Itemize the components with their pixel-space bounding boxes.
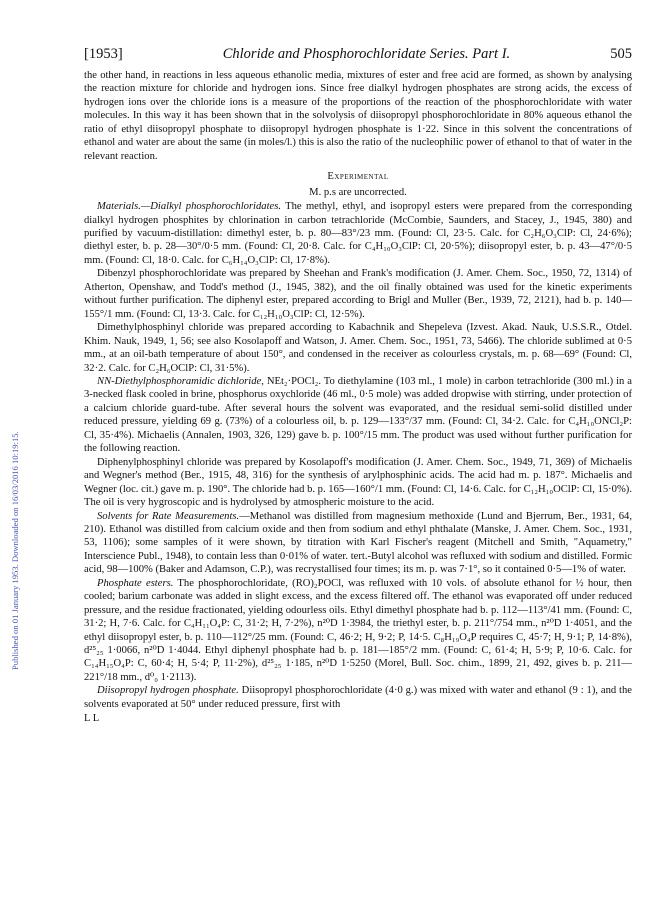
mp-note: M. p.s are uncorrected.: [309, 186, 407, 198]
sidebar-note-text: Published on 01 January 1953. Downloaded on 16/03/2016 10:19:15.: [10, 431, 20, 670]
intro-paragraph: the other hand, in reactions in less aqueous ethanolic media, mixtures of ester and free acid are formed, as shown by analysing the reaction mixture for chloride and hydrogen ions. Since free dialkyl hydrogen phosphates are strong acids, the excess of hydrogen ions over the chloride ions is a measure of the proportions of the reaction of the phosphorochloridate with water molecules. In this way it has been shown that in the solvolysis of diisopropyl phosphorochloridate in 80% aqueous ethanol the ratio of ethyl diisopropyl phosphate to diisopropyl hydrogen phosphate is 1·22. Since in this solvent the concentrations of ethanol and water are about the same (in moles/l.) this is also the ratio of the nucleophilic power of ethanol to that of water in the relevant reaction.: [84, 70, 632, 162]
solvents-text: —Methanol was distilled from magnesium methoxide (Lund and Bjerrum, Ber., 1931, 64, 210). Ethanol was distilled from calcium oxide and then from sodium and ethyl phthalate (Manske, J. Amer. Chem. Soc., 1931, 53, 1106); some samples of it were shown, by titration with Karl Fischer's reagent (Mitchell and Smith, "Aquametry," Interscience Publ., 1948), to contain less than 0·01% of water. tert.-Butyl alcohol was refluxed with sodium and distilled. Formic acid, 98—100% (Baker and Adamson, C.P.), was recrystallised four times; its m. p. was 7·1°, so it contained 0·5—1% of water.: [84, 510, 632, 576]
phosphate-text: The phosphorochloridate, (RO)₂POCl, was refluxed with 10 vols. of absolute ethanol for ½ hour, then cooled; barium carbonate was added in slight excess, and the excess filtered off. The ethanol was evaporated off under reduced pressure, and the residue fractionated, yielding odourless oils. Ethyl dimethyl phosphate had b. p. 112—113°/41 mm. (Found: C, 31·2; H, 7·6. Calc. for C₄H₁₁O₄P: C, 31·2; H, 7·2%), n²⁰D 1·3984, the triethyl ester, b. p. 211°/754 mm., n²⁰D 1·4051, and the ethyl diisopropyl ester, b. p. 110—112°/25 mm. (Found: C, 46·2; H, 9·2; P, 14·5. C₈H₁₉O₄P requires C, 45·7; H, 9·1; P, 14·8%), d²⁵₂₅ 1·0066, n²⁰D 1·4044. Ethyl diphenyl phosphate had b. p. 181—185°/2 mm. (Found: C, 61·4; H, 5·9; P, 10·6. Calc. for C₁₄H₁₅O₄P: C, 60·4; H, 5·4; P, 11·2%), d²⁵₂₅ 1·185, n²⁰D 1·5250 (Morel, Bull. Soc. chim., 1899, 21, 492, gives b. p. 211—221°/18 mm., d⁰₀ 1·2113).: [84, 577, 632, 683]
nndiethyl-lead: NN-Diethylphosphoramidic dichloride,: [97, 375, 264, 387]
materials-lead: Materials.—Dialkyl phosphorochloridates.: [97, 201, 282, 213]
article-body: [84, 69, 632, 726]
paragraph-solvents: [84, 510, 632, 577]
paragraph-nndiethyl: [84, 375, 632, 456]
header-page-number: 505: [610, 46, 632, 62]
section-heading: Experimental: [327, 171, 389, 183]
page-header: [84, 46, 632, 63]
signature-mark: L L: [84, 713, 100, 725]
solvents-lead: Solvents for Rate Measurements.: [97, 510, 240, 522]
paragraph-materials: [84, 200, 632, 267]
header-year: [1953]: [84, 46, 123, 62]
paragraph-diphenylphosphinyl: Diphenylphosphinyl chloride was prepared by Kosolapoff's modification (J. Amer. Chem. Soc., 1949, 71, 369) of Michaelis and Wegner's method (Ber., 1915, 48, 316) for the synthesis of arylphosphinic acids. The acid had m. p. 187°. Michaelis and Wegner (loc. cit.) gave m. p. 190°. The chloride had b. p. 165—160°/1 mm. (Found: Cl, 14·6. Calc. for C₁₂H₁₀OClP: Cl, 15·0%). The oil is very hygroscopic and is hydrolysed by atmospheric moisture to the acid.: [84, 456, 632, 509]
paragraph-diisopropyl-hydrogen-phosphate: [84, 684, 632, 711]
header-running-title: Chloride and Phosphorochloridate Series. Part I.: [222, 46, 511, 62]
diisopropyl-text: Diisopropyl phosphorochloridate (4·0 g.) was mixed with water and ethanol (9 : 1), and the solvents evaporated at 50° under reduced pressure, first with: [84, 685, 632, 710]
publication-sidebar-note: [10, 190, 24, 670]
phosphate-lead: Phosphate esters.: [97, 577, 174, 589]
nndiethyl-text: NEt₂·POCl₂. To diethylamine (103 ml., 1 mole) in carbon tetrachloride (300 ml.) in a 3-necked flask cooled in brine, phosphorus oxychloride (46 ml., 0·5 mole) was added dropwise with stirring, under protection of a calcium chloride guard-tube. After several hours the solvent was evaporated, and the residual semi-solid distilled under reduced pressure, yielding 69 g. (73%) of a colourless oil, b. p. 129—133°/37 mm. (Found: Cl, 34·2. Calc. for C₄H₁₀ONCl₂P: Cl, 35·4%). Michaelis (Annalen, 1903, 326, 129) gave b. p. 100°/15 mm. The product was used without further purification for the following reaction.: [84, 375, 632, 455]
diisopropyl-lead: Diisopropyl hydrogen phosphate.: [97, 685, 239, 697]
paragraph-dimethylphosphinyl: Dimethylphosphinyl chloride was prepared according to Kabachnik and Shepeleva (Izvest. Akad. Nauk, U.S.S.R., Otdel. Khim. Nauk, 1949, 1, 56; see also Kosolapoff and Watson, J. Amer. Chem. Soc., 1951, 73, 5466). The chloride sublimed at 0·5 mm., at an oil-bath temperature of about 150°, and condensed in the receiver as colourless crystals, m. p. 68—69° (Found: Cl, 32·2. Calc. for C₂H₆OClP: Cl, 31·5%).: [84, 322, 632, 374]
paragraph-dibenzyl: Dibenzyl phosphorochloridate was prepared by Sheehan and Frank's modification (J. Amer. Chem. Soc., 1950, 72, 1314) of Atherton, Openshaw, and Todd's method (J., 1945, 382), and the oil finally obtained was used for the kinetic experiments without further purification. The diphenyl ester, prepared according to Brigl and Muller (Ber., 1939, 72, 2121), had b. p. 140—155°/1 mm. (Found: Cl, 13·3. Calc. for C₁₂H₁₀O₃ClP: Cl, 12·5%).: [84, 268, 632, 320]
paragraph-phosphate-esters: [84, 577, 632, 685]
materials-text: The methyl, ethyl, and isopropyl esters were prepared from the corresponding dialkyl hydrogen phosphites by chlorination in carbon tetrachloride (McCombie, Saunders, and Stacey, J., 1945, 380) and purified by vacuum-distillation: dimethyl ester, b. p. 80—83°/23 mm. (Found: Cl, 23·5. Calc. for C₂H₆O₃ClP: Cl, 24·6%); diethyl ester, b. p. 28—30°/0·5 mm. (Found: Cl, 20·8. Calc. for C₄H₁₀O₃ClP: Cl, 20·5%); diisopropyl ester, b. p. 43—47°/0·5 mm. (Found: Cl, 18·0. Calc. for C₆H₁₄O₃ClP: Cl, 17·8%).: [84, 201, 632, 266]
journal-page: [84, 46, 632, 726]
